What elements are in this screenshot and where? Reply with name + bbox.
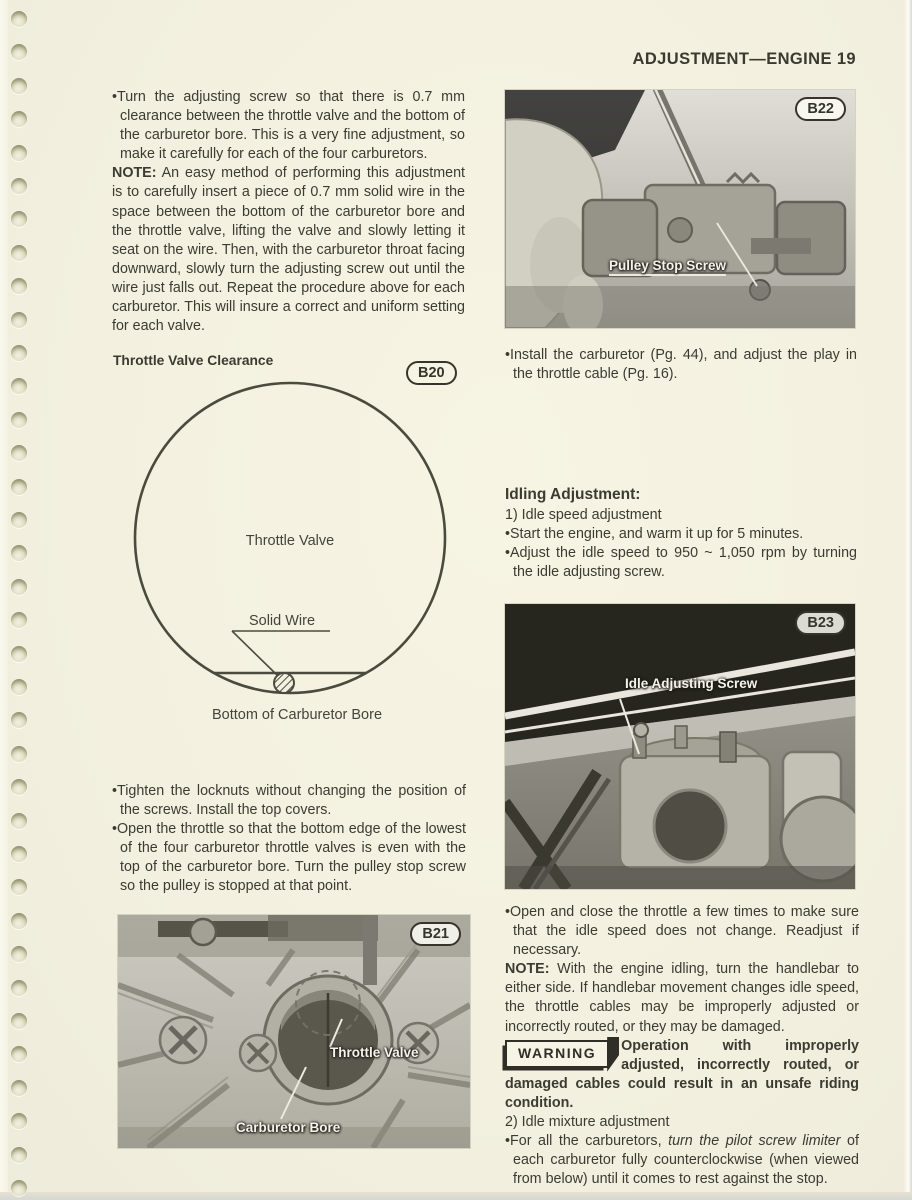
binding-hole — [11, 44, 27, 60]
diagram-label-solid-wire: Solid Wire — [248, 613, 316, 629]
binding-hole — [11, 145, 27, 161]
solid-wire-leader-line — [232, 631, 277, 675]
photo-b22-illustration — [505, 90, 855, 328]
binding-hole — [11, 1013, 27, 1029]
binding-hole — [11, 846, 27, 862]
binding-hole — [11, 646, 27, 662]
binding-hole — [11, 378, 27, 394]
note-text: An easy method of performing this adjustment is to carefully insert a piece of 0.7 mm solid wire in the space between the bottom of the carburetor bore and the throttle valve, lifting the valve and slowly letting it seat on the wire. Then, with the carburetor throat facing downward, slowly turn the adjusting screw out until the wire just falls out. Repeat the procedure above for each carburetor. This will insure a correct and uniform setting for each valve. — [112, 165, 465, 335]
binding-hole — [11, 545, 27, 561]
paragraph-note-2 — [505, 960, 859, 1036]
binding-hole — [11, 412, 27, 428]
binding-hole — [11, 345, 27, 361]
figure-badge-b23: B23 — [795, 611, 846, 635]
binding-hole — [11, 278, 27, 294]
photo-label-throttle-valve: Throttle Valve — [330, 1045, 419, 1060]
binding-hole — [11, 111, 27, 127]
binding-hole — [11, 11, 27, 27]
binding-hole — [11, 211, 27, 227]
binding-hole — [11, 479, 27, 495]
binding-hole — [11, 1046, 27, 1062]
bullet-tighten-locknuts: •Tighten the locknuts without changing the position of the screws. Install the top covers. — [112, 783, 466, 819]
photo-b21-illustration — [118, 915, 470, 1148]
note-label: NOTE: — [112, 165, 157, 182]
page-left-edge — [0, 0, 8, 1200]
solid-wire-cross-section — [274, 673, 294, 693]
binding-hole — [11, 879, 27, 895]
paragraph-adjusting-screw: •Turn the adjusting screw so that there is 0.7 mm clearance between the throttle valve and the bottom of the carburetor bore. This is a very fine adjustment, so make it carefully for each of the four carburetors. — [112, 89, 465, 163]
binding-hole — [11, 779, 27, 795]
binding-hole — [11, 913, 27, 929]
binding-hole — [11, 1113, 27, 1129]
bullet-pilot-screw-limiter — [505, 1132, 859, 1189]
photo-b21-carburetor-underside — [118, 915, 470, 1148]
photo-label-pulley-stop-screw: Pulley Stop Screw — [609, 258, 726, 276]
photo-label-carburetor-bore: Carburetor Bore — [236, 1120, 341, 1135]
binding-hole — [11, 813, 27, 829]
binding-hole — [11, 1080, 27, 1096]
idling-adjustment-section — [505, 485, 857, 582]
bullet-install-carburetor: •Install the carburetor (Pg. 44), and adjust the play in the throttle cable (Pg. 16). — [505, 347, 857, 383]
binding-hole — [11, 946, 27, 962]
left-column-intro — [112, 88, 465, 336]
binding-hole — [11, 178, 27, 194]
bullet-adjust-idle-speed: •Adjust the idle speed to 950 ~ 1,050 rpm by turning the idle adjusting screw. — [505, 545, 857, 581]
right-column-bottom — [505, 903, 859, 1189]
binding-hole — [11, 512, 27, 528]
idle-speed-item: 1) Idle speed adjustment — [505, 507, 662, 524]
page-right-edge — [904, 0, 912, 1200]
pilot-screw-text-pre: •For all the carburetors, — [505, 1133, 669, 1150]
figure-badge-b21: B21 — [410, 922, 461, 946]
bullet-open-throttle: •Open the throttle so that the bottom edge of the lowest of the four carburetor throttle valves is even with the top of the carburetor bore. Turn the pulley stop screw so the pulley is stopped at that point. — [112, 821, 466, 895]
diagram-label-throttle-valve: Throttle Valve — [245, 533, 335, 549]
binding-hole — [11, 579, 27, 595]
photo-b23-idle-adjusting-screw — [505, 604, 855, 889]
figure-badge-b22: B22 — [795, 97, 846, 121]
warning-text: Operation with improperly adjusted, incorrectly routed, or damaged cables could result in an unsafe riding condition. — [505, 1037, 859, 1111]
binding-hole — [11, 612, 27, 628]
note-text-2: With the engine idling, turn the handlebar to either side. If handlebar movement changes idle speed, the throttle cables may be improperly adjusted or incorrectly routed, or they may be damaged. — [505, 961, 859, 1035]
page-bottom-edge — [0, 1192, 912, 1200]
page-header: ADJUSTMENT—ENGINE 19 — [632, 50, 856, 68]
binding-hole — [11, 1147, 27, 1163]
binding-hole — [11, 746, 27, 762]
throttle-valve-clearance-diagram — [112, 378, 468, 730]
pilot-screw-text-italic: turn the pilot screw limiter — [668, 1133, 841, 1150]
figure-badge-b20: B20 — [406, 361, 457, 385]
paragraph-note-1 — [112, 164, 465, 336]
right-column-install — [505, 346, 857, 384]
binding-hole — [11, 245, 27, 261]
photo-b23-illustration — [505, 604, 855, 889]
bullet-start-engine: •Start the engine, and warm it up for 5 minutes. — [505, 526, 804, 543]
binding-hole — [11, 78, 27, 94]
binding-hole — [11, 445, 27, 461]
note-label-2: NOTE: — [505, 961, 550, 978]
binding-hole — [11, 1180, 27, 1196]
binding-hole — [11, 679, 27, 695]
idle-mixture-item: 2) Idle mixture adjustment — [505, 1114, 670, 1131]
binding-hole — [11, 712, 27, 728]
warning-paragraph — [505, 1037, 859, 1113]
binding-hole — [11, 312, 27, 328]
diagram-title: Throttle Valve Clearance — [113, 353, 274, 368]
photo-label-idle-adjusting-screw: Idle Adjusting Screw — [625, 676, 758, 691]
diagram-caption: Bottom of Carburetor Bore — [211, 707, 383, 723]
left-column-bullets — [112, 782, 466, 897]
bullet-open-close-throttle: •Open and close the throttle a few times to make sure that the idle speed does not change. Readjust if necessary. — [505, 904, 859, 959]
idling-adjustment-heading: Idling Adjustment: — [505, 486, 641, 503]
photo-b22-pulley-stop-screw — [505, 90, 855, 328]
warning-badge: WARNING — [505, 1040, 609, 1068]
binding-hole — [11, 980, 27, 996]
pilot-screw-text-post: of each carburetor fully counterclockwise (when viewed from below) until it comes to rest against the stop. — [513, 1133, 859, 1188]
